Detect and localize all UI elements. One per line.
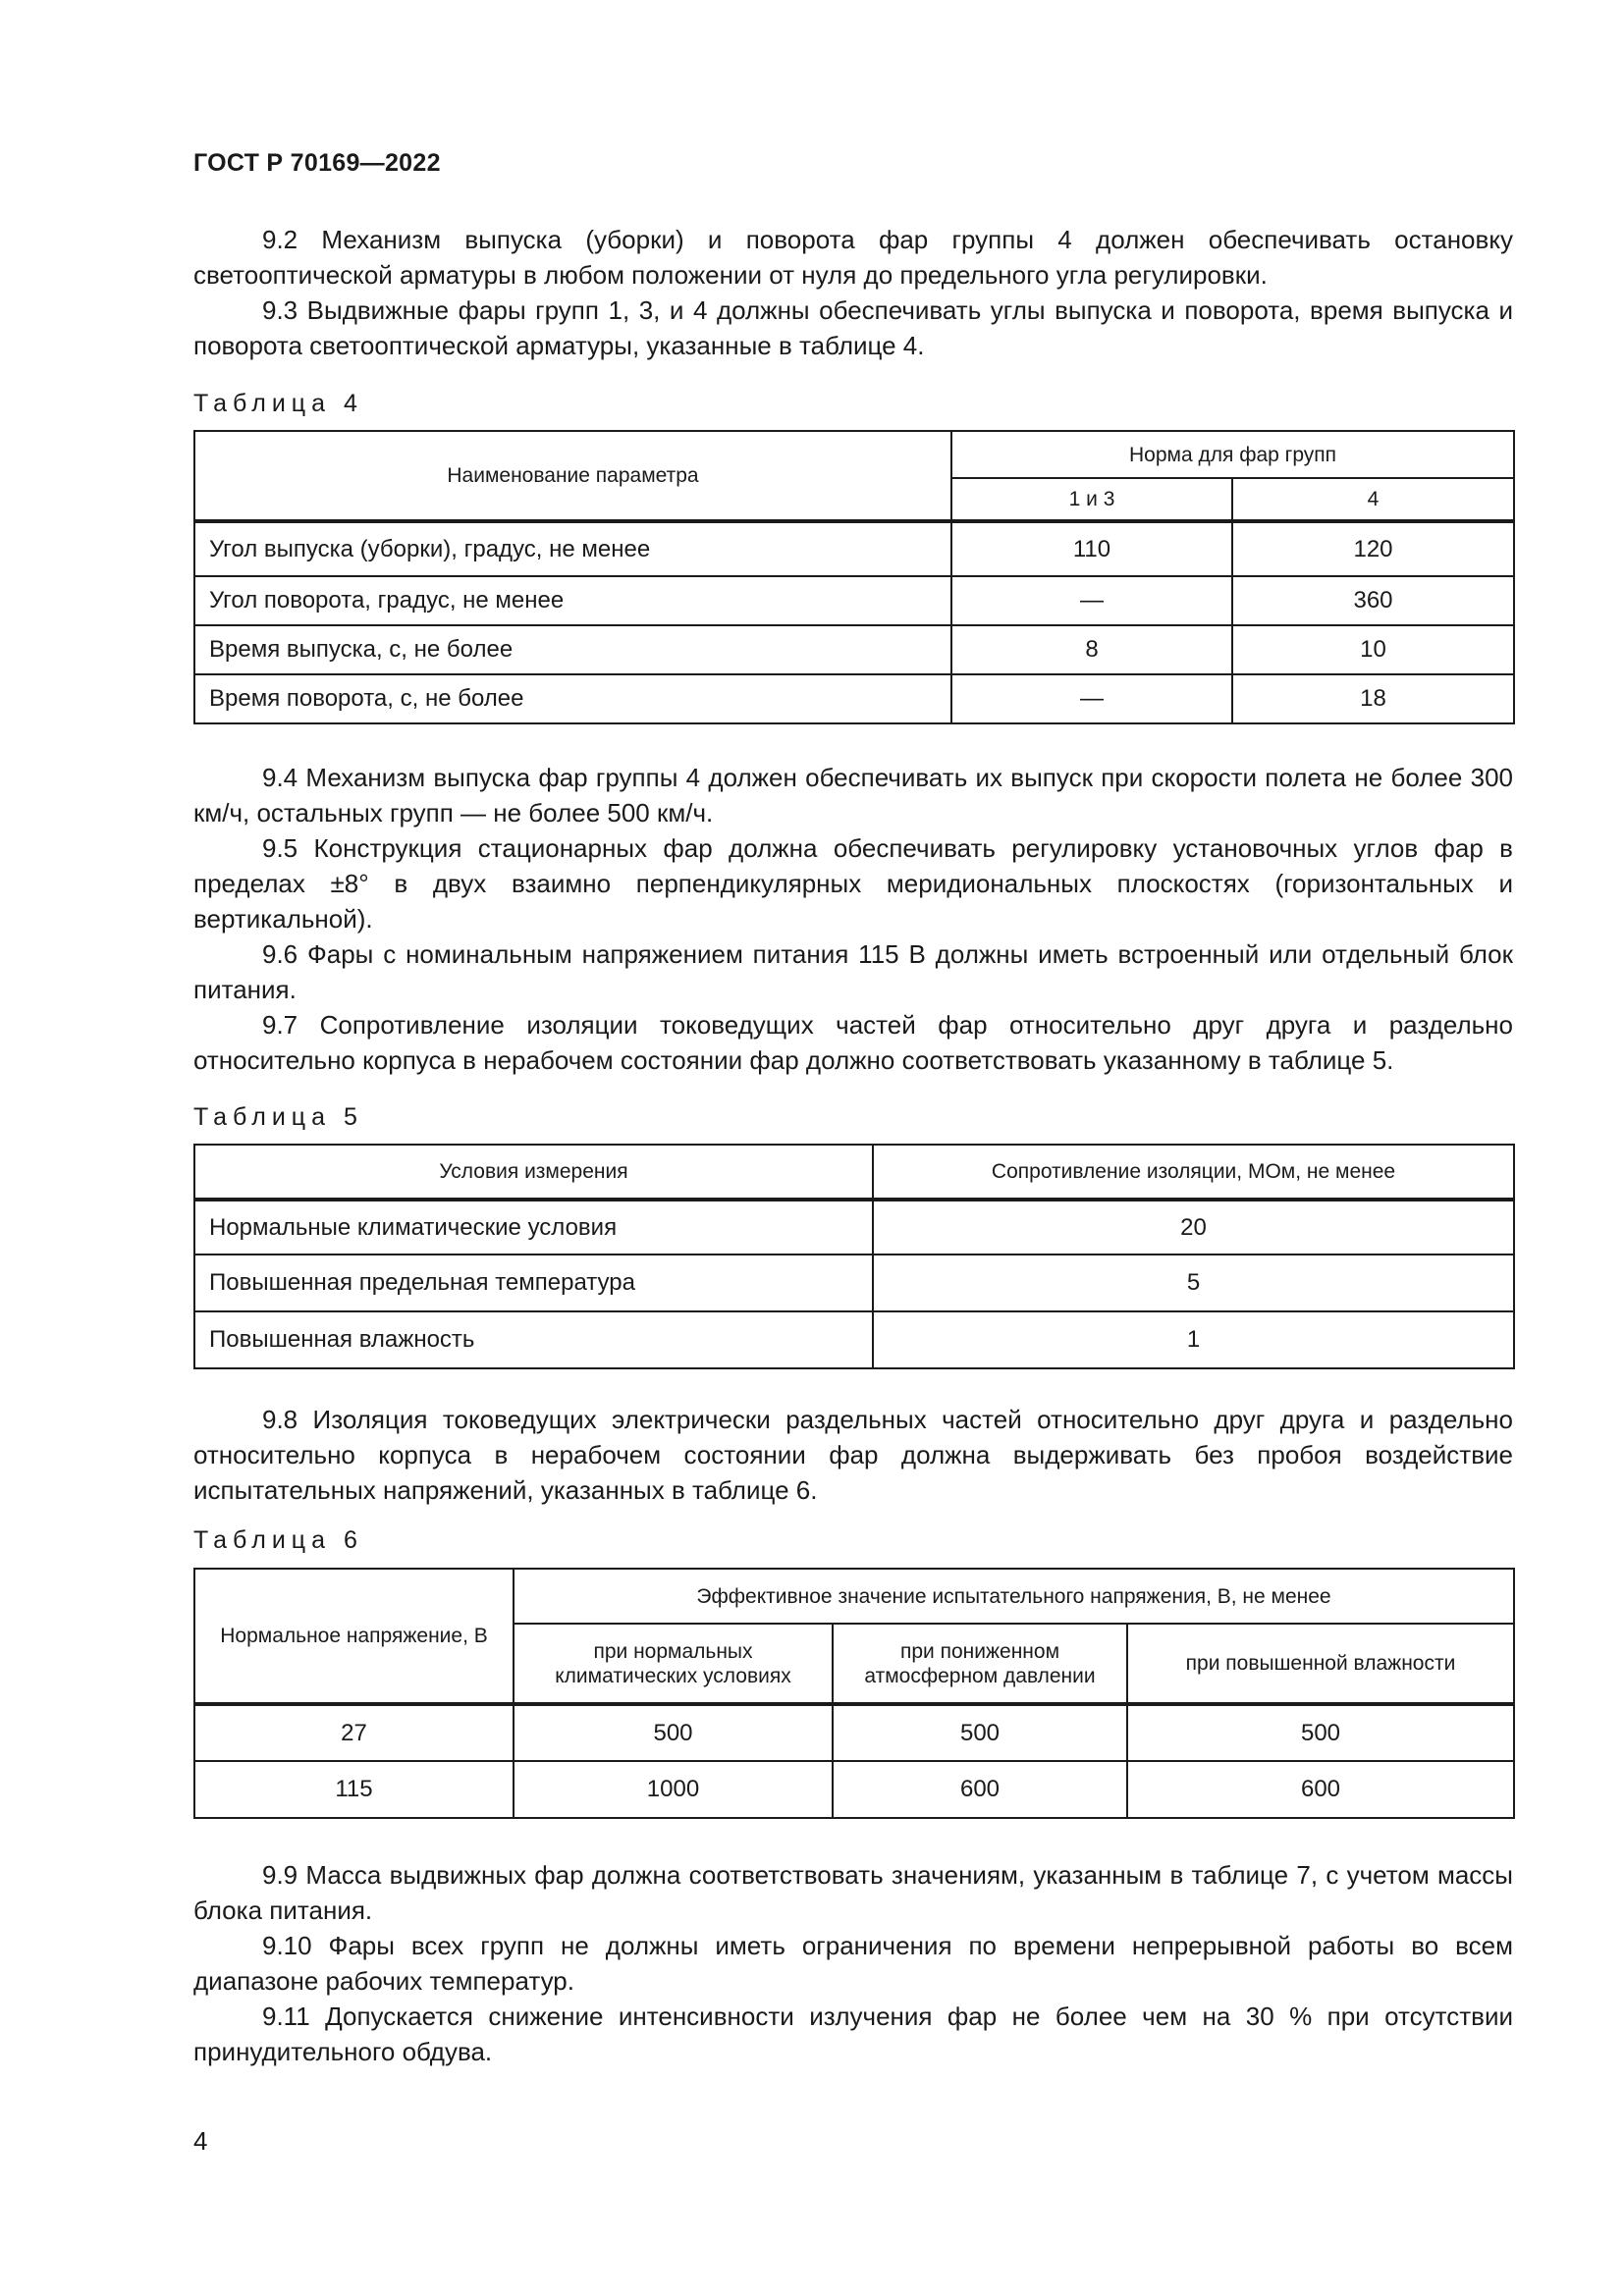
- table-4: [193, 430, 1515, 724]
- table-4-param: Угол выпуска (уборки), градус, не менее: [194, 521, 951, 576]
- table-5-condition: Повышенная влажность: [194, 1311, 873, 1368]
- table-6: [193, 1568, 1515, 1819]
- table-4-param: Угол поворота, градус, не менее: [194, 576, 951, 625]
- table-5-resistance: 20: [873, 1200, 1514, 1255]
- table-5-condition: Нормальные климатические условия: [194, 1200, 873, 1255]
- table-4-subheader-4: 4: [1232, 478, 1514, 521]
- paragraph-9-4: 9.4 Механизм выпуска фар группы 4 должен обеспечивать их выпуск при скорости полета не более 300 км/ч, остальных групп — не более 500 км/ч.: [193, 763, 1513, 828]
- table-5-header-resistance: Сопротивление изоляции, МОм, не менее: [873, 1145, 1514, 1200]
- table-6-low-pressure: 600: [833, 1761, 1127, 1818]
- paragraph-9-5: 9.5 Конструкция стационарных фар должна обеспечивать регулировку установочных углов фар в пределах ±8° в двух взаимно перпендикулярных меридиональных плоскостях (горизонтальных и вертикальной).: [193, 833, 1513, 934]
- table-6-subheader-normal: при нормальных климатических условиях: [514, 1624, 833, 1704]
- paragraphs-middle: [193, 760, 1513, 1078]
- table-row: [194, 625, 1514, 674]
- table-5: [193, 1144, 1515, 1369]
- table-5-condition: Повышенная предельная температура: [194, 1255, 873, 1311]
- paragraphs-bottom: [193, 1857, 1513, 2069]
- table-4-value-4: 18: [1232, 674, 1514, 723]
- table-6-caption: Таблица 6: [193, 1526, 363, 1554]
- table-row: [194, 1704, 1514, 1761]
- table-6-header-nominal: Нормальное напряжение, В: [194, 1569, 514, 1704]
- table-4-value-4: 10: [1232, 625, 1514, 674]
- table-6-low-pressure: 500: [833, 1704, 1127, 1761]
- table-row: [194, 1761, 1514, 1818]
- paragraph-9-11: 9.11 Допускается снижение интенсивности излучения фар не более чем на 30 % при отсутствии принудительного обдува.: [193, 2002, 1513, 2066]
- table-6-humidity: 600: [1127, 1761, 1514, 1818]
- table-row: [194, 576, 1514, 625]
- table-6-subheader-low-pressure: при пониженном атмосферном давлении: [833, 1624, 1127, 1704]
- table-6-nominal: 27: [194, 1704, 514, 1761]
- table-4-param: Время поворота, с, не более: [194, 674, 951, 723]
- paragraph-9-6: 9.6 Фары с номинальным напряжением питания 115 В должны иметь встроенный или отдельный блок питания.: [193, 939, 1513, 1004]
- paragraph-9-3: 9.3 Выдвижные фары групп 1, 3, и 4 должны обеспечивать углы выпуска и поворота, время выпуска и поворота светооптической арматуры, указанные в таблице 4.: [193, 295, 1513, 360]
- table-row: [194, 1200, 1514, 1255]
- table-4-value-1-3: —: [951, 674, 1232, 723]
- table-row: [194, 521, 1514, 576]
- page-number: 4: [193, 2126, 208, 2156]
- table-row: [194, 1311, 1514, 1368]
- table-4-value-1-3: —: [951, 576, 1232, 625]
- table-4-caption: Таблица 4: [193, 390, 363, 417]
- paragraph-9-2: 9.2 Механизм выпуска (уборки) и поворота фар группы 4 должен обеспечивать остановку светооптической арматуры в любом положении от нуля до предельного угла регулировки.: [193, 225, 1513, 290]
- table-4-subheader-1-3: 1 и 3: [951, 478, 1232, 521]
- paragraphs-top: [193, 222, 1513, 363]
- paragraph-9-8-block: [193, 1402, 1513, 1508]
- table-5-header-condition: Условия измерения: [194, 1145, 873, 1200]
- table-6-normal: 500: [514, 1704, 833, 1761]
- table-4-value-1-3: 8: [951, 625, 1232, 674]
- paragraph-9-9: 9.9 Масса выдвижных фар должна соответствовать значениям, указанным в таблице 7, с учетом массы блока питания.: [193, 1860, 1513, 1925]
- table-5-resistance: 1: [873, 1311, 1514, 1368]
- table-4-header-group: Норма для фар групп: [951, 431, 1514, 478]
- table-5-resistance: 5: [873, 1255, 1514, 1311]
- table-row: [194, 1255, 1514, 1311]
- table-6-humidity: 500: [1127, 1704, 1514, 1761]
- table-4-value-4: 120: [1232, 521, 1514, 576]
- document-code-header: ГОСТ Р 70169—2022: [193, 149, 441, 177]
- table-6-header-effective: Эффективное значение испытательного напряжения, В, не менее: [514, 1569, 1514, 1624]
- table-4-header-param: Наименование параметра: [194, 431, 951, 521]
- table-6-subheader-humidity: при повышенной влажности: [1127, 1624, 1514, 1704]
- paragraph-9-8: 9.8 Изоляция токоведущих электрически раздельных частей относительно друг друга и раздельно относительно корпуса в нерабочем состоянии фар должна выдерживать без пробоя воздействие испытательных напряжений, указанных в таблице 6.: [193, 1405, 1513, 1505]
- table-6-nominal: 115: [194, 1761, 514, 1818]
- table-4-value-4: 360: [1232, 576, 1514, 625]
- paragraph-9-10: 9.10 Фары всех групп не должны иметь ограничения по времени непрерывной работы во всем диапазоне рабочих температур.: [193, 1931, 1513, 1996]
- table-4-param: Время выпуска, с, не более: [194, 625, 951, 674]
- table-6-normal: 1000: [514, 1761, 833, 1818]
- table-4-value-1-3: 110: [951, 521, 1232, 576]
- table-row: [194, 674, 1514, 723]
- table-5-caption: Таблица 5: [193, 1103, 363, 1131]
- paragraph-9-7: 9.7 Сопротивление изоляции токоведущих частей фар относительно друг друга и раздельно относительно корпуса в нерабочем состоянии фар должно соответствовать указанному в таблице 5.: [193, 1010, 1513, 1075]
